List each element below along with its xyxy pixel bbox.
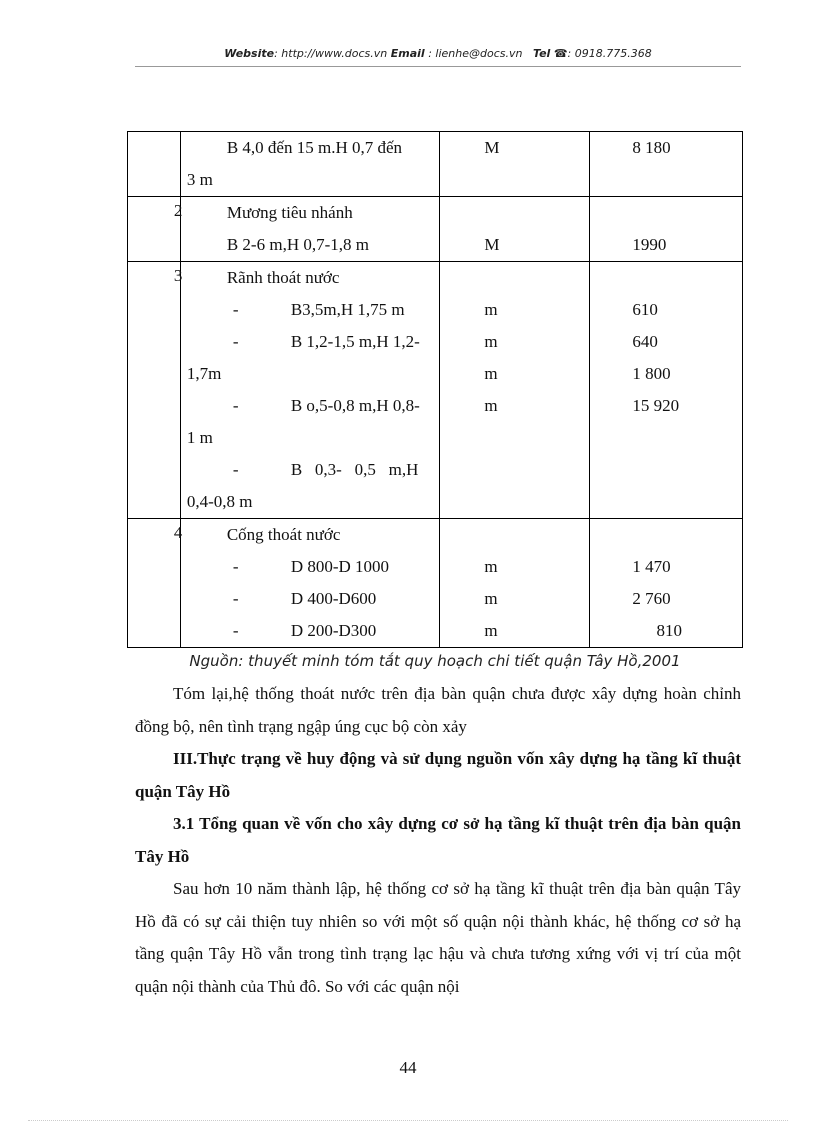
list-item bbox=[181, 551, 440, 583]
list-item-text: B3,5m,H 1,75 m bbox=[290, 300, 405, 319]
row-number-cell bbox=[128, 132, 181, 197]
list-item bbox=[181, 390, 440, 422]
unit-cell bbox=[440, 132, 590, 197]
bullet-dash: - bbox=[232, 396, 239, 415]
row-number-cell bbox=[128, 197, 181, 262]
email-value: : lienhe@docs.vn bbox=[424, 47, 523, 60]
footer-divider bbox=[28, 1120, 788, 1121]
row-number: 2 bbox=[173, 201, 182, 220]
list-item-text: B 1,2-1,5 m,H 1,2- bbox=[290, 332, 420, 351]
quantity-value: 640 bbox=[632, 332, 658, 351]
unit-value: m bbox=[484, 557, 498, 576]
quantity-value: 1 800 bbox=[632, 364, 671, 383]
list-item-text: B 0,3- 0,5 m,H bbox=[290, 460, 419, 479]
quantity-cell bbox=[590, 132, 743, 197]
list-item-continuation: 1 m bbox=[186, 428, 213, 447]
table-source-note: Nguồn: thuyết minh tóm tắt quy hoạch chi tiết quận Tây Hồ,2001 bbox=[189, 652, 681, 670]
description-cell bbox=[180, 197, 440, 262]
quantity-value: 1990 bbox=[632, 235, 667, 254]
unit-value: m bbox=[484, 364, 498, 383]
description-cell bbox=[180, 262, 440, 519]
table-row bbox=[128, 132, 743, 197]
list-item bbox=[181, 454, 440, 486]
list-item-text: D 200-D300 bbox=[290, 621, 377, 640]
unit-value: M bbox=[484, 138, 500, 157]
email-label: Email bbox=[390, 47, 425, 60]
unit-value: m bbox=[484, 589, 498, 608]
unit-value: m bbox=[484, 621, 498, 640]
page-number: 44 bbox=[399, 1058, 417, 1077]
quantity-cell bbox=[590, 262, 743, 519]
quantity-value: 15 920 bbox=[632, 396, 680, 415]
bullet-dash: - bbox=[232, 621, 239, 640]
bullet-dash: - bbox=[232, 460, 239, 479]
table-row bbox=[128, 262, 743, 519]
row-number: 4 bbox=[173, 523, 182, 542]
bullet-dash: - bbox=[232, 589, 239, 608]
description-title: Mương tiêu nhánh bbox=[226, 203, 353, 222]
quantity-value: 2 760 bbox=[632, 589, 671, 608]
subsection-heading: 3.1 Tổng quan về vốn cho xây dựng cơ sở hạ tầng kĩ thuật trên địa bàn quận Tây Hồ bbox=[135, 814, 741, 866]
table-row bbox=[128, 197, 743, 262]
list-item-text: D 400-D600 bbox=[290, 589, 377, 608]
quantity-value: 1 470 bbox=[632, 557, 671, 576]
unit-cell bbox=[440, 262, 590, 519]
quantity-value: 610 bbox=[632, 300, 658, 319]
list-item-text: B o,5-0,8 m,H 0,8- bbox=[290, 396, 420, 415]
bullet-dash: - bbox=[232, 557, 239, 576]
header-divider bbox=[135, 66, 741, 67]
bullet-dash: - bbox=[232, 300, 239, 319]
website-label: Website bbox=[224, 47, 275, 60]
list-item bbox=[181, 615, 440, 647]
document-body bbox=[135, 678, 741, 1003]
list-item bbox=[181, 583, 440, 615]
unit-value: m bbox=[484, 396, 498, 415]
section-heading: III.Thực trạng về huy động và sử dụng nguồn vốn xây dựng hạ tầng kĩ thuật quận Tây Hồ bbox=[135, 749, 741, 801]
description-line: B 4,0 đến 15 m.H 0,7 đến bbox=[226, 138, 403, 157]
row-number: 3 bbox=[173, 266, 182, 285]
description-title: Rãnh thoát nước bbox=[226, 268, 340, 287]
list-item-continuation: 0,4-0,8 m bbox=[186, 492, 253, 511]
description-title: Cống thoát nước bbox=[226, 525, 341, 544]
bullet-dash: - bbox=[232, 332, 239, 351]
row-number-cell bbox=[128, 262, 181, 519]
unit-value: M bbox=[484, 235, 500, 254]
description-cell bbox=[180, 519, 440, 648]
quantity-cell bbox=[590, 197, 743, 262]
list-item bbox=[181, 294, 440, 326]
summary-paragraph: Tóm lại,hệ thống thoát nước trên địa bàn quận chưa được xây dựng hoàn chỉnh đồng bộ, nên tình trạng ngập úng cục bộ còn xảy bbox=[135, 684, 741, 736]
list-item bbox=[181, 326, 440, 358]
quantity-cell bbox=[590, 519, 743, 648]
body-paragraph: Sau hơn 10 năm thành lập, hệ thống cơ sở hạ tầng kĩ thuật trên địa bàn quận Tây Hồ đã có sự cải thiện tuy nhiên so với một số quận nội thành khác, hệ thống cơ sở hạ tầng quận Tây Hồ vẫn trong tình trạng lạc hậu và chưa tương xứng với vị trí của một quận nội thành của Thủ đô. So với các quận nội bbox=[135, 879, 741, 996]
list-item-text: D 800-D 1000 bbox=[290, 557, 390, 576]
unit-cell bbox=[440, 519, 590, 648]
unit-value: m bbox=[484, 332, 498, 351]
description-line: B 2-6 m,H 0,7-1,8 m bbox=[226, 235, 369, 254]
phone-icon: ☎ bbox=[553, 47, 568, 60]
table-row bbox=[128, 519, 743, 648]
list-item-continuation: 1,7m bbox=[186, 364, 222, 383]
row-number-cell bbox=[128, 519, 181, 648]
drainage-table bbox=[127, 131, 743, 648]
description-cell bbox=[180, 132, 440, 197]
tel-value: : 0918.775.368 bbox=[567, 47, 652, 60]
quantity-value: 810 bbox=[656, 621, 682, 640]
page-header bbox=[135, 47, 741, 60]
quantity-value: 8 180 bbox=[632, 138, 671, 157]
tel-label: Tel bbox=[532, 47, 551, 60]
description-continuation: 3 m bbox=[186, 170, 213, 189]
unit-cell bbox=[440, 197, 590, 262]
unit-value: m bbox=[484, 300, 498, 319]
website-value: : http://www.docs.vn bbox=[274, 47, 388, 60]
